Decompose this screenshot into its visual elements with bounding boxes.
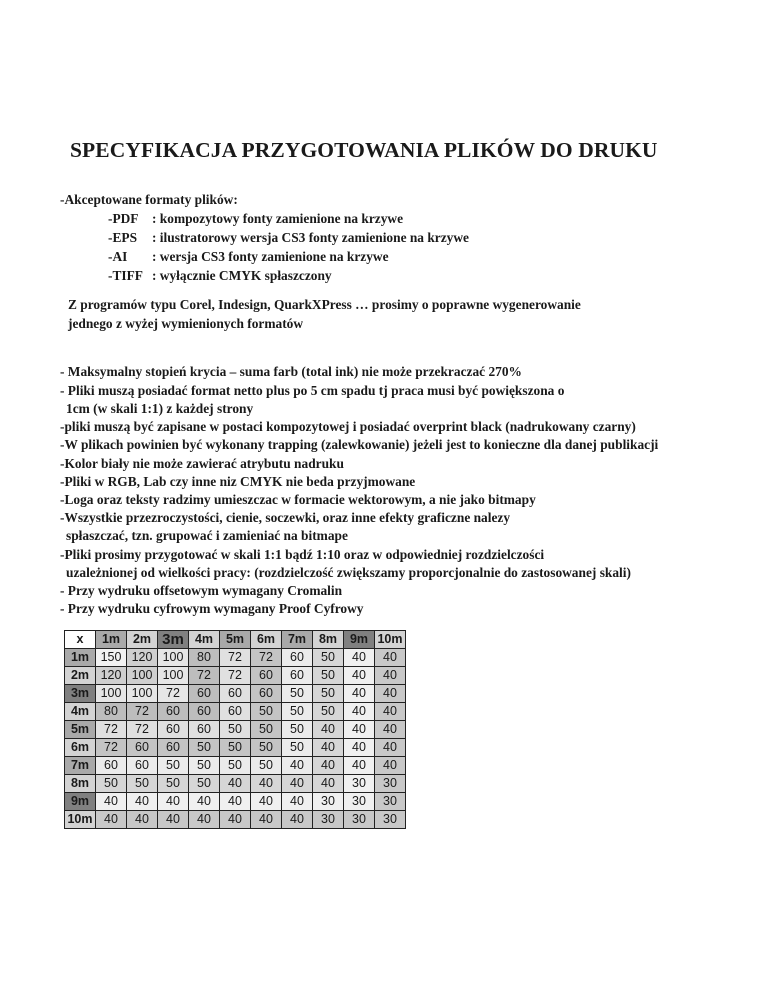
table-cell: 100 (158, 649, 189, 667)
table-cell: 72 (96, 739, 127, 757)
format-item-tiff (108, 268, 332, 284)
table-cell: 40 (282, 811, 313, 829)
table-cell: 72 (158, 685, 189, 703)
rule-item: -Pliki prosimy przygotować w skali 1:1 bądź 1:10 oraz w odpowiedniej rozdzielczości (60, 547, 545, 562)
resolution-table-body (65, 631, 406, 829)
rule-item: - Pliki muszą posiadać format netto plus po 5 cm spadu tj praca musi być powiększona o (60, 383, 565, 398)
table-cell: 50 (251, 721, 282, 739)
row-header: 4m (65, 703, 96, 721)
table-cell: 60 (127, 757, 158, 775)
table-cell: 60 (189, 703, 220, 721)
table-cell: 40 (251, 775, 282, 793)
rule-item: spłaszczać, tzn. grupować i zamieniać na bitmape (66, 528, 348, 543)
table-cell: 50 (96, 775, 127, 793)
table-cell: 50 (189, 775, 220, 793)
table-row (65, 739, 406, 757)
row-header: 5m (65, 721, 96, 739)
rule-item: 1cm (w skali 1:1) z każdej strony (66, 401, 254, 416)
table-cell: 40 (189, 811, 220, 829)
table-row (65, 667, 406, 685)
table-cell: 60 (158, 703, 189, 721)
table-cell: 50 (251, 739, 282, 757)
table-cell: 40 (344, 703, 375, 721)
table-cell: 72 (127, 703, 158, 721)
rule-item: - Maksymalny stopień krycia – suma farb (total ink) nie może przekraczać 270% (60, 364, 522, 379)
table-cell: 150 (96, 649, 127, 667)
column-header: 7m (282, 631, 313, 649)
table-cell: 50 (158, 775, 189, 793)
rule-item: -W plikach powinien być wykonany trapping (zalewkowanie) jeżeli jest to konieczne dla danej publikacji (60, 437, 659, 452)
table-cell: 40 (313, 739, 344, 757)
page-title: SPECYFIKACJA PRZYGOTOWANIA PLIKÓW DO DRUKU (70, 138, 658, 162)
table-row (65, 757, 406, 775)
table-cell: 50 (282, 739, 313, 757)
table-cell: 40 (189, 793, 220, 811)
table-cell: 40 (96, 793, 127, 811)
format-code: -EPS (108, 230, 138, 245)
table-cell: 50 (282, 685, 313, 703)
table-corner-cell: x (65, 631, 96, 649)
table-cell: 40 (375, 667, 406, 685)
format-code: -TIFF (108, 268, 143, 283)
table-row (65, 721, 406, 739)
table-cell: 60 (282, 667, 313, 685)
row-header: 8m (65, 775, 96, 793)
table-cell: 40 (344, 721, 375, 739)
table-cell: 40 (251, 793, 282, 811)
table-cell: 50 (220, 757, 251, 775)
row-header: 3m (65, 685, 96, 703)
table-cell: 40 (375, 721, 406, 739)
rule-item: - Przy wydruku cyfrowym wymagany Proof Cyfrowy (60, 601, 364, 616)
table-cell: 50 (313, 703, 344, 721)
table-cell: 30 (375, 811, 406, 829)
table-cell: 50 (313, 649, 344, 667)
table-row (65, 793, 406, 811)
table-cell: 60 (189, 685, 220, 703)
table-cell: 40 (127, 793, 158, 811)
table-cell: 50 (282, 721, 313, 739)
row-header: 6m (65, 739, 96, 757)
table-cell: 40 (313, 775, 344, 793)
column-header: 8m (313, 631, 344, 649)
table-cell: 80 (189, 649, 220, 667)
table-cell: 30 (344, 775, 375, 793)
rule-item: -Kolor biały nie może zawierać atrybutu nadruku (60, 456, 344, 471)
table-cell: 60 (158, 739, 189, 757)
column-header: 4m (189, 631, 220, 649)
table-cell: 50 (251, 757, 282, 775)
column-header: 2m (127, 631, 158, 649)
format-desc: : wyłącznie CMYK spłaszczony (152, 268, 332, 283)
format-code: -AI (108, 249, 128, 264)
table-cell: 100 (127, 667, 158, 685)
row-header: 2m (65, 667, 96, 685)
row-header: 10m (65, 811, 96, 829)
rule-item: uzależnionej od wielkości pracy: (rozdzielczość zwiększamy proporcjonalnie do zastosowanej skali) (66, 565, 631, 580)
table-cell: 40 (158, 793, 189, 811)
table-cell: 50 (251, 703, 282, 721)
table-cell: 72 (189, 667, 220, 685)
table-cell: 40 (251, 811, 282, 829)
table-cell: 40 (344, 739, 375, 757)
table-cell: 60 (220, 685, 251, 703)
table-cell: 50 (220, 721, 251, 739)
table-cell: 30 (344, 793, 375, 811)
column-header: 1m (96, 631, 127, 649)
table-cell: 50 (189, 757, 220, 775)
table-cell: 40 (282, 757, 313, 775)
table-cell: 50 (220, 739, 251, 757)
table-cell: 40 (375, 739, 406, 757)
format-item-eps (108, 230, 469, 246)
table-cell: 40 (375, 685, 406, 703)
table-cell: 60 (127, 739, 158, 757)
column-header: 3m (158, 631, 189, 649)
table-cell: 40 (127, 811, 158, 829)
table-cell: 50 (127, 775, 158, 793)
table-cell: 100 (127, 685, 158, 703)
table-row (65, 775, 406, 793)
table-cell: 72 (220, 667, 251, 685)
rule-item: -Loga oraz teksty radzimy umieszczac w formacie wektorowym, a nie jako bitmapy (60, 492, 536, 507)
table-cell: 40 (375, 703, 406, 721)
row-header: 1m (65, 649, 96, 667)
table-row (65, 811, 406, 829)
column-header: 5m (220, 631, 251, 649)
table-cell: 30 (313, 811, 344, 829)
table-cell: 40 (344, 649, 375, 667)
table-cell: 50 (313, 667, 344, 685)
table-cell: 72 (220, 649, 251, 667)
table-row (65, 703, 406, 721)
table-cell: 80 (96, 703, 127, 721)
table-cell: 40 (220, 775, 251, 793)
table-cell: 40 (96, 811, 127, 829)
table-cell: 50 (189, 739, 220, 757)
rule-item: -pliki muszą być zapisane w postaci kompozytowej i posiadać overprint black (nadrukowany czarny) (60, 419, 636, 434)
table-cell: 30 (375, 793, 406, 811)
programs-note-line-2: jednego z wyżej wymienionych formatów (68, 316, 304, 331)
table-cell: 40 (375, 757, 406, 775)
table-cell: 30 (344, 811, 375, 829)
table-header-row (65, 631, 406, 649)
table-cell: 40 (313, 721, 344, 739)
table-cell: 50 (158, 757, 189, 775)
rule-item: -Wszystkie przezroczystości, cienie, soczewki, oraz inne efekty graficzne nalezy (60, 510, 511, 525)
rule-item: -Pliki w RGB, Lab czy inne niz CMYK nie beda przyjmowane (60, 474, 416, 489)
rule-item: - Przy wydruku offsetowym wymagany Cromalin (60, 583, 343, 598)
table-cell: 100 (158, 667, 189, 685)
table-cell: 40 (220, 793, 251, 811)
table-cell: 60 (251, 667, 282, 685)
table-cell: 120 (96, 667, 127, 685)
format-code: -PDF (108, 211, 139, 226)
table-cell: 120 (127, 649, 158, 667)
row-header: 7m (65, 757, 96, 775)
table-row (65, 685, 406, 703)
table-cell: 50 (313, 685, 344, 703)
table-cell: 60 (96, 757, 127, 775)
table-cell: 40 (282, 793, 313, 811)
programs-note-line-1: Z programów typu Corel, Indesign, QuarkXPress … prosimy o poprawne wygenerowanie (68, 297, 581, 312)
table-cell: 30 (313, 793, 344, 811)
table-cell: 100 (96, 685, 127, 703)
format-desc: : ilustratorowy wersja CS3 fonty zamienione na krzywe (152, 230, 469, 245)
table-cell: 40 (158, 811, 189, 829)
table-cell: 40 (344, 757, 375, 775)
table-cell: 72 (251, 649, 282, 667)
column-header: 10m (375, 631, 406, 649)
table-cell: 40 (282, 775, 313, 793)
row-header: 9m (65, 793, 96, 811)
format-item-ai (108, 249, 389, 265)
table-cell: 30 (375, 775, 406, 793)
column-header: 9m (344, 631, 375, 649)
table-cell: 72 (96, 721, 127, 739)
table-cell: 72 (127, 721, 158, 739)
table-cell: 60 (189, 721, 220, 739)
table-cell: 60 (282, 649, 313, 667)
table-cell: 50 (282, 703, 313, 721)
column-header: 6m (251, 631, 282, 649)
table-cell: 60 (220, 703, 251, 721)
table-cell: 40 (220, 811, 251, 829)
format-desc: : wersja CS3 fonty zamienione na krzywe (152, 249, 389, 264)
table-cell: 40 (313, 757, 344, 775)
table-cell: 60 (251, 685, 282, 703)
table-cell: 40 (375, 649, 406, 667)
table-cell: 60 (158, 721, 189, 739)
format-item-pdf (108, 211, 403, 227)
table-cell: 40 (344, 667, 375, 685)
table-row (65, 649, 406, 667)
table-cell: 40 (344, 685, 375, 703)
format-desc: : kompozytowy fonty zamienione na krzywe (152, 211, 404, 226)
resolution-table (64, 630, 406, 829)
formats-heading: -Akceptowane formaty plików: (60, 192, 238, 207)
